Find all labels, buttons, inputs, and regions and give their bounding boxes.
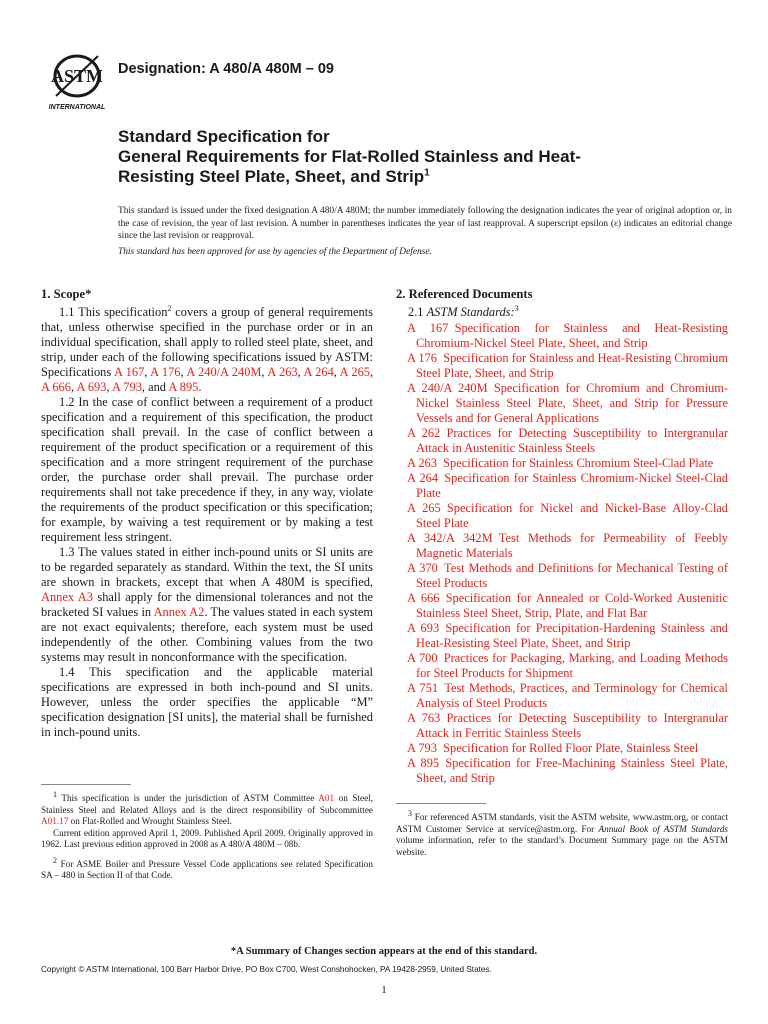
logo-subtext: INTERNATIONAL bbox=[48, 104, 106, 111]
astm-logo bbox=[42, 52, 112, 114]
spec-link[interactable]: A 167 bbox=[113, 365, 145, 379]
reference-title[interactable]: Specification for Free-Machining Stainless Steel Plate, Sheet, and Strip bbox=[416, 756, 728, 785]
left-footnotes bbox=[41, 784, 373, 882]
reference-code[interactable]: A 240/A 240M bbox=[407, 381, 488, 395]
reference-title[interactable]: Practices for Detecting Susceptibility to Intergranular Attack in Ferritic Stainless Steels bbox=[416, 711, 728, 740]
footnote-3-text-a: For referenced ASTM standards, visit the ASTM website, www.astm.org, or contact ASTM Customer Service at service@astm.org. For bbox=[396, 812, 728, 834]
footnote-2 bbox=[41, 855, 373, 882]
reference-item[interactable] bbox=[396, 651, 728, 681]
reference-code[interactable]: A 264 bbox=[407, 471, 439, 485]
separator: , bbox=[106, 380, 112, 394]
footnote-1-text-b: on Steel, Stainless Steel and Related Alloys and is the direct responsibility of Subcommittee bbox=[41, 793, 373, 815]
reference-item[interactable] bbox=[396, 561, 728, 591]
reference-item[interactable] bbox=[396, 621, 728, 651]
summary-of-changes-note: *A Summary of Changes section appears at the end of this standard. bbox=[230, 946, 538, 957]
reference-title[interactable]: Test Methods, Practices, and Terminology for Chemical Analysis of Steel Products bbox=[416, 681, 728, 710]
reference-code[interactable]: A 793 bbox=[407, 741, 437, 755]
document-title bbox=[118, 127, 718, 187]
footnote-2-marker[interactable]: 2 bbox=[167, 303, 172, 313]
separator: , bbox=[333, 365, 340, 379]
scope-1-3-text-c: . The values stated in each system are not exact equivalents; therefore, each system must be used independently of the other. Combining values from the two systems may result in nonconformance with the specification. bbox=[41, 605, 373, 664]
reference-code[interactable]: A 176 bbox=[407, 351, 437, 365]
reference-code[interactable]: A 895 bbox=[407, 756, 440, 770]
scope-paragraph-1-3 bbox=[41, 545, 373, 665]
references-heading: 2. Referenced Documents bbox=[396, 287, 533, 301]
footnote-2-text: For ASME Boiler and Pressure Vessel Code applications see related Specification SA – 480 in Section II of that Code. bbox=[41, 858, 373, 880]
footnote-1-marker: 1 bbox=[53, 789, 57, 799]
right-footnotes bbox=[396, 803, 728, 858]
scope-1-1-text-b: covers a group of general requirements that, unless otherwise specified in the purchase order or in an individual specification, shall apply to rolled steel plate, sheet, and strip, under each of the following specifications issued by ASTM: Specifications bbox=[41, 305, 374, 379]
title-line-3 bbox=[118, 167, 718, 187]
footnote-1 bbox=[41, 789, 373, 851]
reference-code[interactable]: A 342/A 342M bbox=[407, 531, 493, 545]
reference-item[interactable] bbox=[396, 501, 728, 531]
subcommittee-a01-17-link[interactable]: A01.17 bbox=[41, 816, 69, 826]
scope-heading: 1. Scope* bbox=[41, 287, 92, 301]
conjunction: and bbox=[148, 380, 166, 394]
footnote-1-text-a: This specification is under the jurisdiction of ASTM Committee bbox=[57, 793, 319, 803]
reference-item[interactable] bbox=[396, 381, 728, 426]
separator: , bbox=[369, 365, 374, 379]
reference-title[interactable]: Practices for Detecting Susceptibility to Intergranular Attack in Austenitic Stainless Steels bbox=[416, 426, 728, 455]
reference-item[interactable] bbox=[396, 711, 728, 741]
scope-section bbox=[41, 287, 373, 740]
reference-code[interactable]: A 263 bbox=[407, 456, 437, 470]
spec-link[interactable]: A 895 bbox=[168, 380, 199, 394]
footnote-3 bbox=[396, 808, 728, 858]
issuance-note: This standard is issued under the fixed designation A 480/A 480M; the number immediately following the designation indicates the year of original adoption or, in the case of revision, the year of last revision. A number in parentheses indicates the year of last reapproval. A superscript epsilon (ε) indicates an editorial change since the last revision or reapproval. bbox=[118, 206, 732, 241]
reference-code[interactable]: A 666 bbox=[407, 591, 440, 605]
reference-title[interactable]: Specification for Annealed or Cold-Worked Austenitic Stainless Steel Sheet, Strip, Plate, and Flat Bar bbox=[416, 591, 728, 620]
reference-list bbox=[396, 321, 728, 786]
footnote-1-text-c: on Flat-Rolled and Wrought Stainless Steel. bbox=[68, 816, 232, 826]
title-line-3-text: Resisting Steel Plate, Sheet, and Strip bbox=[118, 167, 425, 186]
reference-title[interactable]: Specification for Stainless Chromium-Nickel Steel-Clad Plate bbox=[416, 471, 729, 500]
footnote-3-marker[interactable]: 3 bbox=[514, 303, 519, 313]
reference-title[interactable]: Specification for Precipitation-Hardening Stainless and Heat-Resisting Steel Plate, Sheet, and Strip bbox=[416, 621, 728, 650]
scope-paragraph-1-4: 1.4 This specification and the applicable material specifications are expressed in both inch-pound and SI units. However, unless the order specifies the applicable “M” specification designation [SI units], the material shall be furnished in inch-pound units. bbox=[41, 665, 373, 739]
separator: , bbox=[70, 380, 77, 394]
reference-item[interactable] bbox=[396, 456, 728, 471]
separator: , bbox=[261, 365, 268, 379]
footnote-divider-right bbox=[396, 803, 486, 804]
spec-link[interactable]: A 265 bbox=[339, 365, 370, 379]
copyright: Copyright © ASTM International, 100 Barr Harbor Drive, PO Box C700, West Conshohocken, PA 19428-2959, United States. bbox=[41, 965, 492, 974]
scope-1-1-text: 1.1 This specification bbox=[59, 305, 168, 319]
separator: , bbox=[180, 365, 187, 379]
reference-code[interactable]: A 700 bbox=[407, 651, 438, 665]
reference-item[interactable] bbox=[396, 426, 728, 456]
footnote-1-edition: Current edition approved April 1, 2009. Published April 2009. Originally approved in 1962. Last previous edition approved in 2008 as A 480/A 480M – 08b. bbox=[41, 827, 373, 849]
footnote-2-num: 2 bbox=[53, 855, 57, 865]
subheading-label: ASTM Standards: bbox=[426, 305, 515, 319]
logo-text: ASTM bbox=[50, 66, 104, 86]
reference-title[interactable]: Specification for Stainless and Heat-Resisting Chromium Steel Plate, Sheet, and Strip bbox=[416, 351, 729, 380]
subheading-number: 2.1 bbox=[408, 305, 424, 319]
footnote-divider bbox=[41, 784, 131, 785]
annex-a2-link[interactable]: Annex A2 bbox=[153, 605, 205, 619]
title-footnote-marker[interactable]: 1 bbox=[424, 167, 430, 179]
reference-item[interactable] bbox=[396, 681, 728, 711]
astm-standards-subheading bbox=[396, 305, 728, 320]
reference-code[interactable]: A 370 bbox=[407, 561, 438, 575]
spec-link[interactable]: A 264 bbox=[303, 365, 334, 379]
reference-item[interactable] bbox=[396, 351, 728, 381]
reference-item[interactable] bbox=[396, 471, 728, 501]
reference-code[interactable]: A 262 bbox=[407, 426, 441, 440]
spec-link[interactable]: A 263 bbox=[267, 365, 298, 379]
referenced-documents-section bbox=[396, 287, 728, 786]
reference-item[interactable] bbox=[396, 591, 728, 621]
scope-1-3-text-b: shall apply for the dimensional tolerances and not the bracketed SI values in bbox=[41, 590, 374, 619]
committee-a01-link[interactable]: A01 bbox=[318, 793, 335, 803]
reference-code[interactable]: A 751 bbox=[407, 681, 439, 695]
reference-item[interactable] bbox=[396, 741, 728, 756]
scope-1-3-text-a: 1.3 The values stated in either inch-pound units or SI units are to be regarded separately as standard. Within the text, the SI units are shown in brackets, except that when A 480M is specified, bbox=[41, 545, 373, 589]
reference-item[interactable] bbox=[396, 756, 728, 786]
reference-code[interactable]: A 693 bbox=[407, 621, 440, 635]
footnote-3-text-b: volume information, refer to the standard’s Document Summary page on the ASTM website. bbox=[396, 835, 728, 857]
reference-title[interactable]: Specification for Chromium and Chromium-Nickel Stainless Steel Plate, Sheet, and Strip for Pressure Vessels and for General Applications bbox=[416, 381, 729, 425]
annex-a3-link[interactable]: Annex A3 bbox=[41, 590, 93, 604]
reference-title[interactable]: Specification for Stainless and Heat-Resisting Chromium-Nickel Steel Plate, Sheet, and Strip bbox=[416, 321, 728, 350]
reference-code[interactable]: A 167 bbox=[407, 321, 449, 335]
reference-item[interactable] bbox=[396, 531, 728, 561]
reference-code[interactable]: A 763 bbox=[407, 711, 441, 725]
page-number: 1 bbox=[381, 984, 387, 996]
reference-title[interactable]: Practices for Packaging, Marking, and Loading Methods for Steel Products for Shipment bbox=[416, 651, 728, 680]
spec-link[interactable]: A 693 bbox=[76, 380, 107, 394]
separator: , bbox=[141, 380, 149, 394]
footnote-3-num: 3 bbox=[408, 808, 412, 818]
reference-code[interactable]: A 265 bbox=[407, 501, 441, 515]
footnote-3-italic: Annual Book of ASTM Standards bbox=[598, 823, 728, 834]
title-line-1: Standard Specification for bbox=[118, 127, 330, 146]
approval-note: This standard has been approved for use by agencies of the Department of Defense. bbox=[118, 247, 432, 257]
spec-link[interactable]: A 240/A 240M bbox=[186, 365, 262, 379]
reference-item[interactable] bbox=[396, 321, 728, 351]
spec-link[interactable]: A 793 bbox=[111, 380, 142, 394]
scope-paragraph-1-2: 1.2 In the case of conflict between a requirement of a product specification and a requirement of this specification, the product specification shall prevail. In the case of conflict between a requirement of the product specification or a requirement of this specification and a more stringent requirement of the purchase order, the purchase order shall prevail. The purchase order requirements shall not take precedence if they, in any way, violate the requirements of the product specification or this specification; for example, by waiving a test requirement or by making a test requirement less stringent. bbox=[41, 395, 373, 544]
reference-title[interactable]: Test Methods and Definitions for Mechanical Testing of Steel Products bbox=[416, 561, 729, 590]
separator: , bbox=[144, 365, 151, 379]
scope-paragraph-1-1 bbox=[41, 305, 373, 395]
title-line-2: General Requirements for Flat-Rolled Stainless and Heat- bbox=[118, 147, 581, 166]
designation: Designation: A 480/A 480M – 09 bbox=[118, 61, 334, 77]
scope-spec-links: A 167, A 176, A 240/A 240M, A 263, A 264, A 265, A 666, A 693, A 793, and A 895. bbox=[41, 365, 374, 394]
spec-link[interactable]: A 666 bbox=[41, 380, 71, 394]
spec-link[interactable]: A 176 bbox=[150, 365, 181, 379]
reference-title[interactable]: Specification for Rolled Floor Plate, Stainless Steel bbox=[443, 741, 699, 755]
reference-title[interactable]: Specification for Nickel and Nickel-Base Alloy-Clad Steel Plate bbox=[416, 501, 728, 530]
separator: , bbox=[297, 365, 304, 379]
reference-title[interactable]: Test Methods for Permeability of Feebly Magnetic Materials bbox=[416, 531, 728, 560]
reference-title[interactable]: Specification for Stainless Chromium Steel-Clad Plate bbox=[443, 456, 714, 470]
